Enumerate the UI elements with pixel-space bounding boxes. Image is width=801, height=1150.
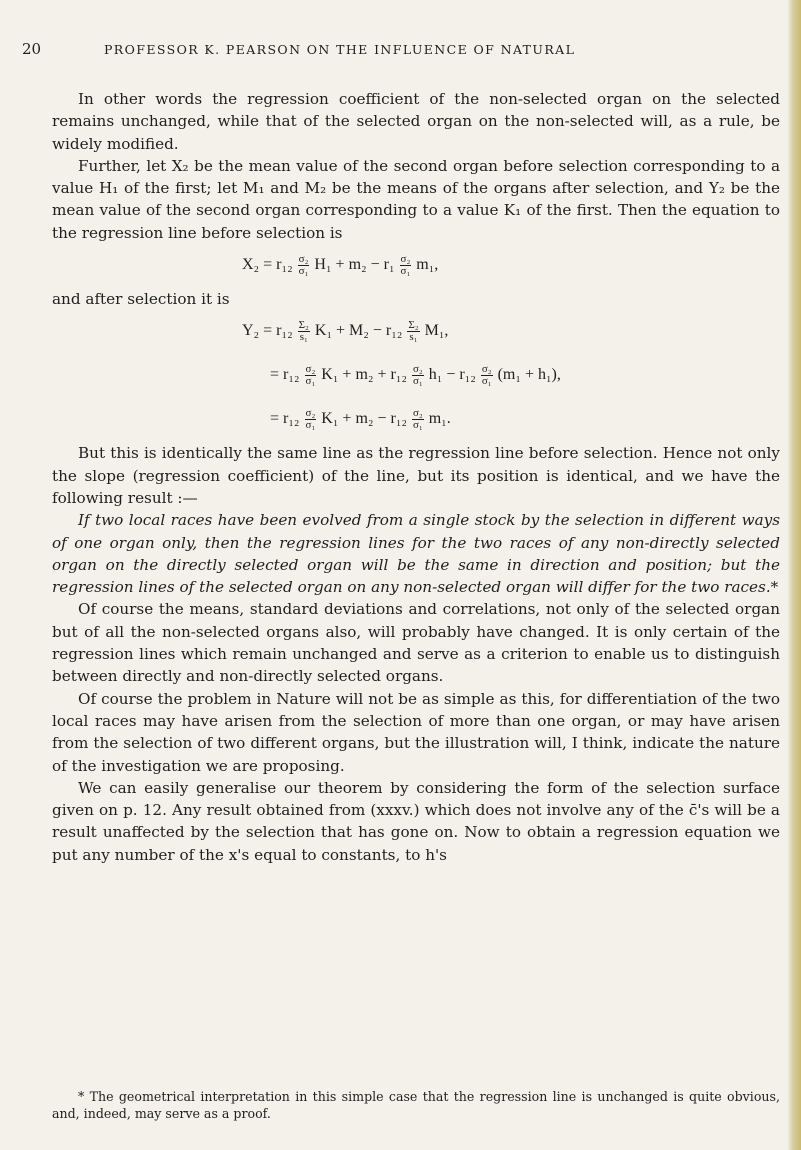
fraction: $\frac{\text{Σ₂}}{\text{s₁}}$	[298, 319, 309, 344]
eq-term: Y₂ = r₁₂	[242, 322, 293, 340]
paragraph-7: Of course the problem in Nature will not be as simple as this, for differentiation of the two local races may have arisen from the selection of more than one organ, or may have arisen from the selection of two different organs, but the illustration will, I think, indicate the nature of the investigation we are proposing.	[52, 689, 780, 775]
fraction: $\frac{\text{Σ₂}}{\text{s₁}}$	[408, 319, 419, 344]
page-number: 20	[22, 40, 42, 58]
eq-term: X₂ = r₁₂	[242, 256, 293, 274]
fraction: $\frac{\text{σ₂}}{\text{σ₁}}$	[481, 363, 492, 388]
equation-before-selection	[52, 244, 780, 288]
equation-after-selection	[52, 310, 780, 354]
paragraph-8: We can easily generalise our theorem by considering the form of the selection surface given on p. 12. Any result obtained from (xxxv.) which does not involve any of the c̄'s will be a result unaffected by the selection that has gone on. Now to obtain a regression equation we put any number of the x's equal to constants, to h's	[52, 778, 780, 864]
page-edge	[787, 0, 801, 1150]
eq-term: m₁,	[416, 256, 439, 274]
fraction: $\frac{\text{σ₂}}{\text{σ₁}}$	[298, 253, 309, 278]
fraction: $\frac{\text{σ₂}}{\text{σ₁}}$	[305, 363, 316, 388]
theorem-statement	[52, 509, 780, 598]
eq-term: (m₁ + h₁),	[497, 366, 561, 384]
eq-term: H₁ + m₂ − r₁	[314, 256, 395, 274]
fraction: $\frac{\text{σ₂}}{\text{σ₁}}$	[412, 407, 423, 432]
footnote-text: * The geometrical interpretation in this simple case that the regression line is unchanged is quite obvious, and, indeed, may serve as a proof.	[52, 1089, 780, 1121]
theorem-text: If two local races have been evolved from a single stock by the selection in different ways of one organ only, then the regression lines for the two races of any non-directly selected organ on the directly selected organ will be the same in direction and position; but the regression lines of the selected organ on any non-selected organ will differ for the two races.*	[52, 511, 780, 597]
eq-term: = r₁₂	[270, 410, 300, 428]
running-title: PROFESSOR K. PEARSON ON THE INFLUENCE OF NATURAL	[104, 42, 576, 57]
paragraph-3: and after selection it is	[52, 290, 230, 309]
equation-simplified	[52, 398, 780, 442]
eq-term: h₁ − r₁₂	[428, 366, 476, 384]
eq-term: M₁,	[424, 322, 449, 340]
footnote	[52, 1088, 780, 1122]
fraction: $\frac{\text{σ₂}}{\text{σ₁}}$	[400, 253, 411, 278]
eq-term: = r₁₂	[270, 366, 300, 384]
paragraph-2: Further, let X₂ be the mean value of the second organ before selection corresponding to a value H₁ of the first; let M₁ and M₂ be the means of the organs after selection, and Y₂ be the mean value of the second organ corresponding to a value K₁ of the first. Then the equation to the regression line before selection is	[52, 156, 780, 242]
fraction: $\frac{\text{σ₂}}{\text{σ₁}}$	[305, 407, 316, 432]
eq-term: K₁ + M₂ − r₁₂	[314, 322, 403, 340]
fraction: $\frac{\text{σ₂}}{\text{σ₁}}$	[412, 363, 423, 388]
eq-term: K₁ + m₂ − r₁₂	[321, 410, 407, 428]
eq-term: m₁.	[428, 410, 451, 428]
running-header	[22, 40, 782, 66]
main-text	[52, 88, 780, 866]
equation-expanded	[52, 354, 780, 398]
paragraph-6: Of course the means, standard deviations and correlations, not only of the selected organ but of all the non-selected organs also, will probably have changed. It is only certain of the regression lines which remain unchanged and serve as a criterion to enable us to distinguish between directly and non-directly selected organs.	[52, 600, 780, 686]
paragraph-1: In other words the regression coefficient of the non-selected organ on the selected remains unchanged, while that of the selected organ on the non-selected will, as a rule, be widely modified.	[52, 90, 780, 153]
paragraph-4: But this is identically the same line as the regression line before selection. Hence not only the slope (regression coefficient) of the line, but its position is identical, and we have the following result :—	[52, 444, 780, 507]
eq-term: K₁ + m₂ + r₁₂	[321, 366, 407, 384]
